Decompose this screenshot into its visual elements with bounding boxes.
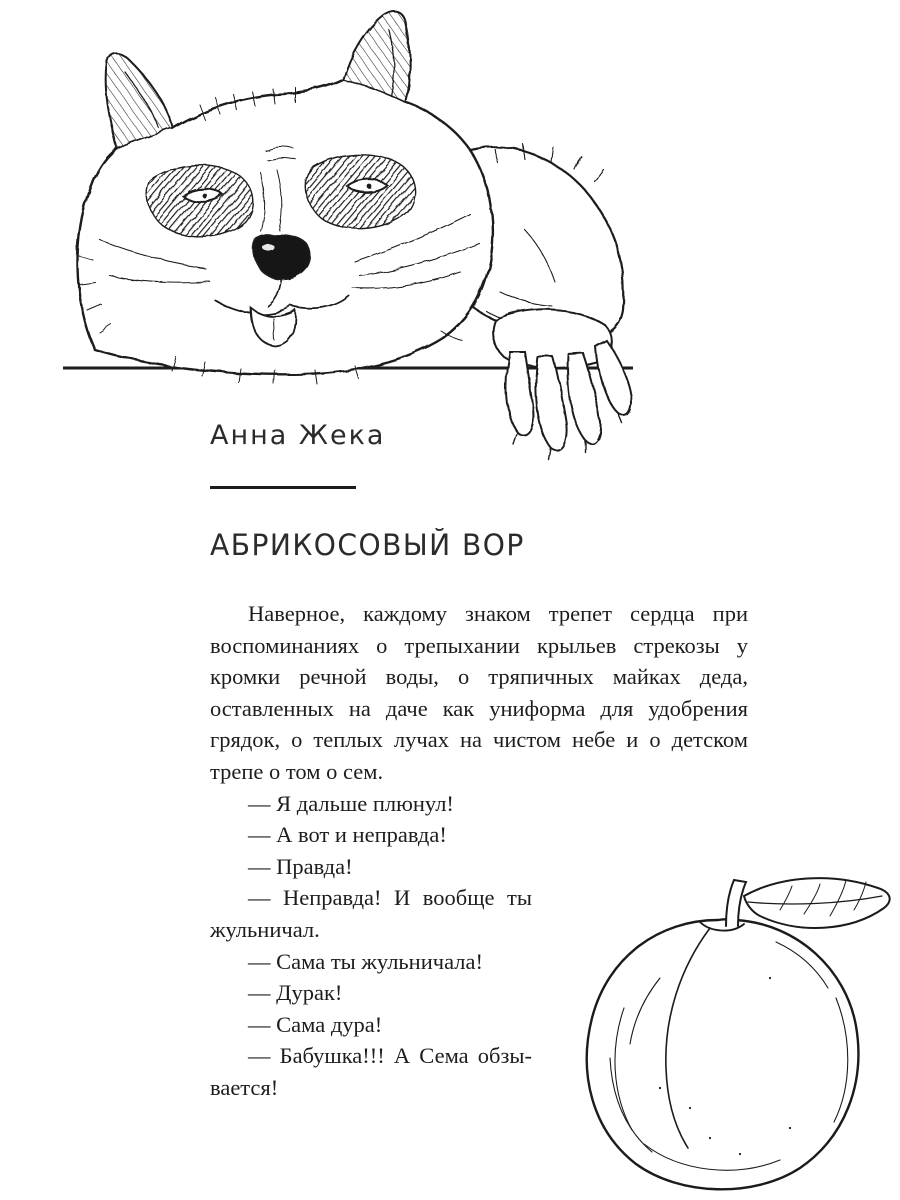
dialogue-line: — А вот и неправда!: [248, 822, 447, 848]
dialogue-line: — Я дальше плюнул!: [248, 790, 454, 816]
dialogue-line: — Неправда! И вообще ты жульничал.: [210, 885, 532, 942]
dialogue-line: — Дурак!: [248, 980, 343, 1006]
dialogue-line: — Сама дура!: [248, 1011, 383, 1037]
dialogue-line: — Бабушка!!! А Сема обзывается!: [210, 1043, 532, 1100]
raccoon-illustration: [55, 0, 640, 465]
paragraph-opening: Наверное, каждому знаком трепет сердца при воспоминаниях о трепыхании крыльев стрекозы у кромки речной воды, о тряпичных майках деда, оставленных на даче как униформа для удобрения грядок, о теплых лучах на чистом небе и о детском трепе о том о сем.: [210, 601, 748, 784]
story-title: АБРИКОСОВЫЙ ВОР: [210, 528, 525, 562]
apricot-drawing: [540, 858, 900, 1200]
apricot-illustration: [540, 858, 900, 1200]
dialogue-line: — Правда!: [248, 853, 353, 879]
raccoon-drawing: [55, 0, 640, 465]
author-name: Анна Жека: [210, 420, 386, 451]
divider-rule: [210, 486, 356, 489]
dialogue-line: — Сама ты жульничала!: [248, 948, 483, 974]
